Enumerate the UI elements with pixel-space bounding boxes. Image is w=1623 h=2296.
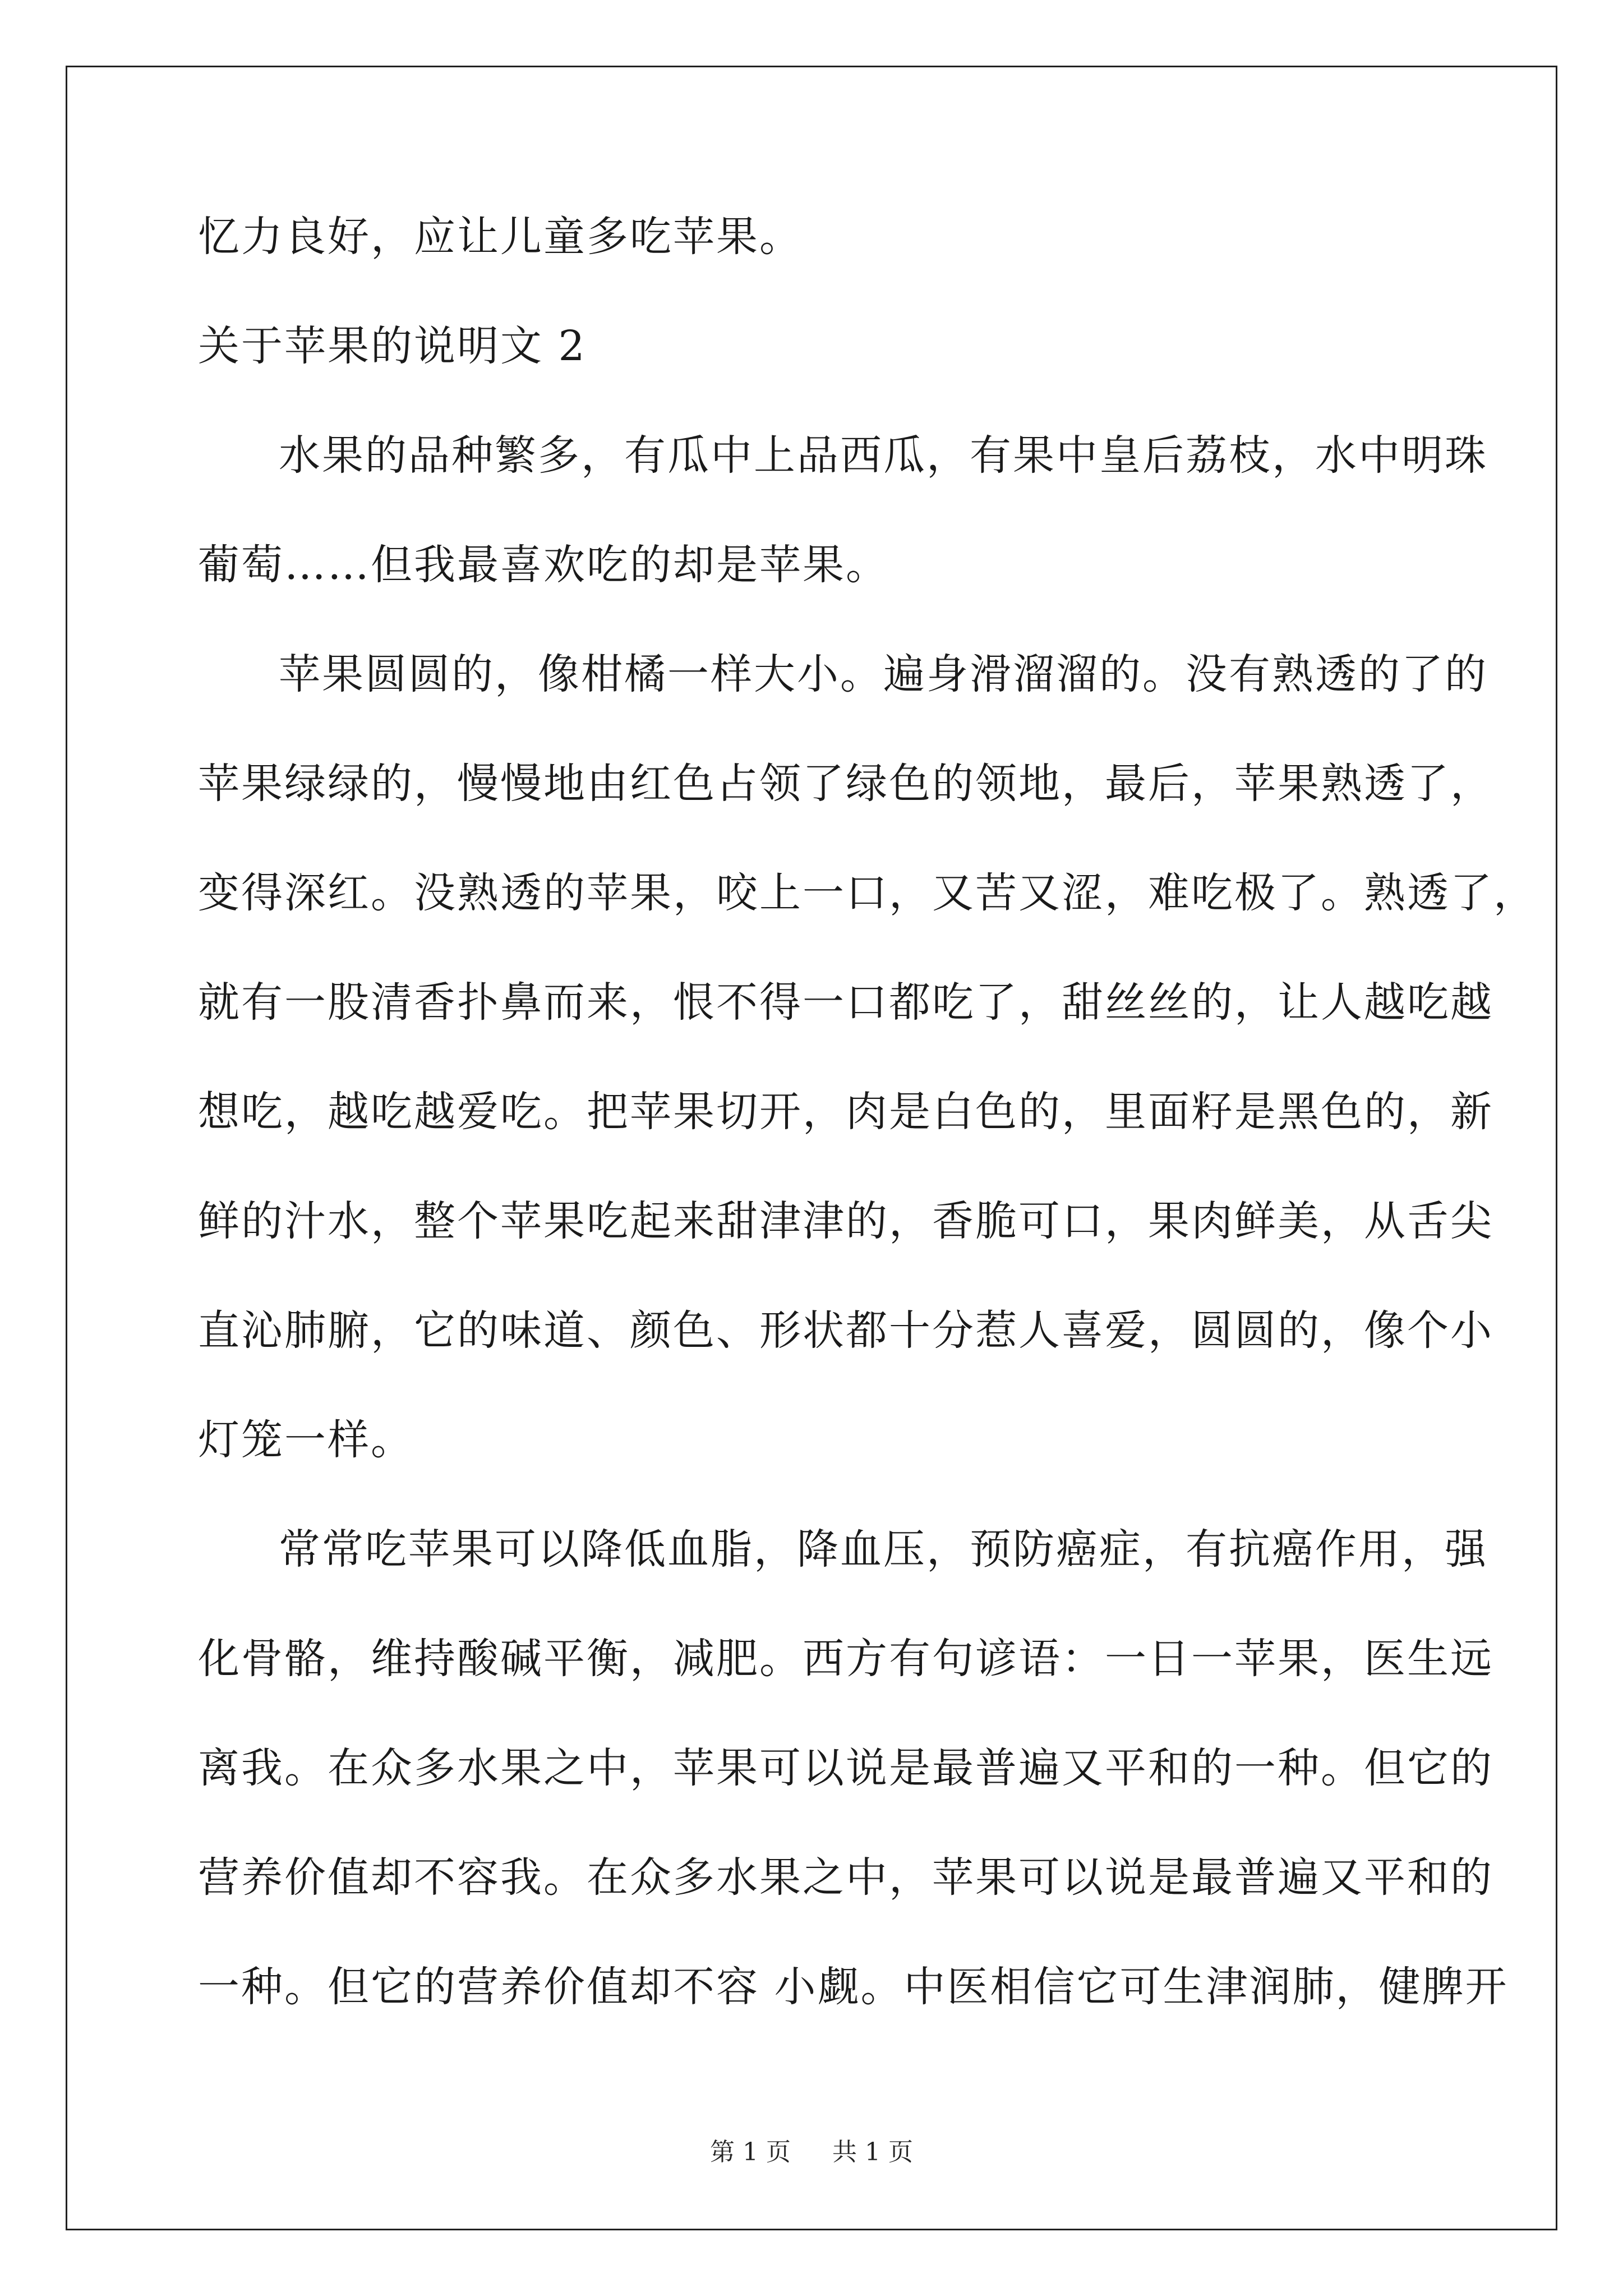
text-line: 离我。在众多水果之中，苹果可以说是最普遍又平和的一种。但它的 [198, 1744, 1493, 1792]
text-line: 常常吃苹果可以降低血脂，降血压，预防癌症，有抗癌作用，强 [279, 1525, 1488, 1573]
text-line: 忆力良好，应让儿童多吃苹果。 [198, 213, 803, 261]
page-frame [66, 66, 1557, 2230]
page-footer [0, 2132, 1623, 2168]
text-line: 想吃，越吃越爱吃。把苹果切开，肉是白色的，里面籽是黑色的，新 [198, 1088, 1493, 1136]
text-line: 苹果圆圆的，像柑橘一样大小。遍身滑溜溜的。没有熟透的了的 [279, 650, 1488, 698]
text-line: 苹果绿绿的，慢慢地由红色占领了绿色的领地，最后，苹果熟透了， [198, 760, 1493, 808]
text-line: 葡萄……但我最喜欢吃的却是苹果。 [198, 541, 889, 589]
text-line: 鲜的汁水，整个苹果吃起来甜津津的，香脆可口，果肉鲜美，从舌尖 [198, 1197, 1493, 1245]
text-line: 就有一股清香扑鼻而来，恨不得一口都吃了，甜丝丝的，让人越吃越 [198, 978, 1493, 1027]
page-number: 第 1 页 [710, 2138, 791, 2166]
text-line: 直沁肺腑，它的味道、颜色、形状都十分惹人喜爱，圆圆的，像个小 [198, 1306, 1493, 1355]
section-heading: 关于苹果的说明文 2 [198, 322, 587, 370]
text-line: 营养价值却不容我。在众多水果之中，苹果可以说是最普遍又平和的 [198, 1853, 1493, 1902]
text-line: 一种。但它的营养价值却不容 小觑。中医相信它可生津润肺，健脾开 [198, 1963, 1509, 2011]
text-line: 变得深红。没熟透的苹果，咬上一口，又苦又涩，难吃极了。熟透了， [198, 869, 1537, 917]
page-total: 共 1 页 [832, 2138, 913, 2166]
text-line: 灯笼一样。 [198, 1416, 414, 1464]
text-line: 化骨骼，维持酸碱平衡，减肥。西方有句谚语：一日一苹果，医生远 [198, 1635, 1493, 1683]
text-line: 水果的品种繁多，有瓜中上品西瓜，有果中皇后荔枝，水中明珠 [279, 431, 1488, 480]
